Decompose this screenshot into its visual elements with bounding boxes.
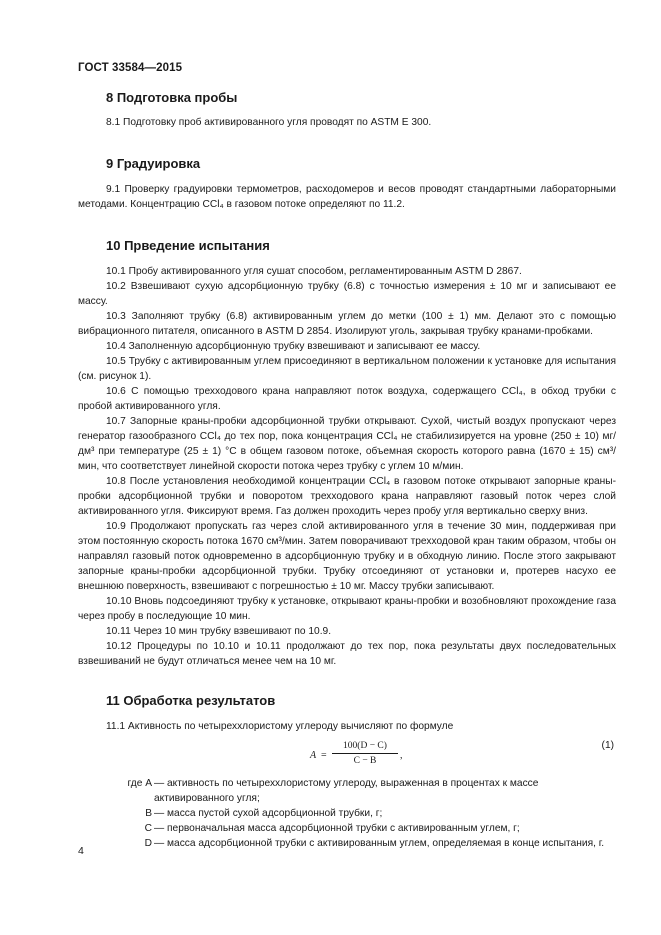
section-title: 9 Градуировка xyxy=(106,156,201,171)
paragraph: 10.9 Продолжают пропускать газ через слой активированного угля в течение 30 мин, поддерживая при этом постоянную скорость потока 1670 см³/мин. Затем поворачивают трехходовой кран таким образом, чтобы он направлял газовый поток одновременно в адсорбционную трубку и в обходную линию. После этого закрывают запорные краны-пробки адсорбционной трубки. Трубку отсоединяют от установки и, протерев насухо ее внешнюю поверхность, взвешивают с погрешностью ± 10 мг. Массу трубки записывают. xyxy=(78,521,616,592)
page-number: 4 xyxy=(78,845,84,857)
paragraph: 10.5 Трубку с активированным углем присоединяют в вертикальном положении к установке для испытания (см. рисунок 1). xyxy=(78,356,616,382)
paragraph: 10.1 Пробу активированного угля сушат способом, регламентированным ASTM D 2867. xyxy=(106,266,522,277)
section-title: 11 Обработка результатов xyxy=(106,693,276,708)
section-11 xyxy=(78,693,616,851)
paragraph: 10.6 С помощью трехходового крана направляют поток воздуха, содержащего CCl₄, в обход трубки с пробой активированного угля. xyxy=(78,386,616,412)
paragraph: 10.8 После установления необходимой концентрации CCl₄ в газовом потоке открывают запорные краны-пробки адсорбционной трубки и поворотом трехходового крана направляют газовый поток через слой активированного угля. Фиксируют время. Газ должен проходить через пробу угля вертикально сверху вниз. xyxy=(78,476,616,517)
section-9 xyxy=(78,156,616,212)
section-title: 10 Прведение испытания xyxy=(106,238,270,253)
section-10 xyxy=(78,238,616,669)
variable-definitions xyxy=(78,776,616,851)
variable-definition: — активность по четыреххлористому углероду, выраженная в процентах к массе активированного угля; xyxy=(154,778,539,804)
page-content xyxy=(78,90,616,851)
paragraph: 10.12 Процедуры по 10.10 и 10.11 продолжают до тех пор, пока результаты двух последовательных взвешиваний не будут отличаться менее чем на 10 мг. xyxy=(78,641,616,667)
variable-symbol: B xyxy=(145,808,152,819)
paragraph: 10.7 Запорные краны-пробки адсорбционной трубки открывают. Сухой, чистый воздух пропускают через генератор газообразного CCl₄ до тех пор, пока концентрация CCl₄ не стабилизируется на уровне (250 ± 10) мг/дм³ при температуре (25 ± 1) °C в общем газовом потоке, объемная скорость которого равна (1670 ± 15) см³/мин, что соответствует линейной скорости потока через трубку с углем 10 м/мин. xyxy=(78,416,616,472)
section-8 xyxy=(78,90,616,130)
formula-equals: = xyxy=(321,750,327,761)
paragraph: 11.1 Активность по четыреххлористому углероду вычисляют по формуле xyxy=(106,721,454,732)
paragraph: 10.11 Через 10 мин трубку взвешивают по 10.9. xyxy=(106,626,332,637)
variable-symbol: C xyxy=(144,823,152,834)
variable-definition: — масса пустой сухой адсорбционной трубки, г; xyxy=(154,808,383,819)
paragraph: 10.10 Вновь подсоединяют трубку к установке, открывают краны-пробки и возобновляют прохождение газа через пробу в последующие 10 мин. xyxy=(78,596,616,622)
formula-row xyxy=(78,738,616,772)
formula-lhs: A xyxy=(310,750,317,761)
variable-definition: — масса адсорбционной трубки с активированным углем, определяемая в конце испытания, г. xyxy=(154,838,605,849)
variable-symbol: где A xyxy=(127,778,152,789)
paragraph: 10.3 Заполняют трубку (6.8) активированным углем до метки (100 ± 1) мм. Делают это с помощью вибрационного питателя, описанного в ASTM D 2854. Изолируют уголь, закрывая трубку кранами-пробками. xyxy=(78,311,616,337)
formula-fraction xyxy=(332,740,398,767)
paragraph: 10.4 Заполненную адсорбционную трубку взвешивают и записывают ее массу. xyxy=(106,341,481,352)
paragraph: 8.1 Подготовку проб активированного угля проводят по ASTM E 300. xyxy=(106,117,432,128)
section-title: 8 Подготовка пробы xyxy=(106,90,238,105)
formula-numerator: 100(D − C) xyxy=(332,740,398,754)
document-header: ГОСТ 33584—2015 xyxy=(78,62,183,74)
variable-definition: — первоначальная масса адсорбционной трубки с активированным углем, г; xyxy=(154,823,520,834)
variable-symbol: D xyxy=(144,838,152,849)
formula-number: (1) xyxy=(601,740,614,751)
formula-comma: , xyxy=(400,750,403,761)
paragraph: 10.2 Взвешивают сухую адсорбционную трубку (6.8) с точностью измерения ± 10 мг и записывают ее массу. xyxy=(78,281,616,307)
paragraph: 9.1 Проверку градуировки термометров, расходомеров и весов проводят стандартными лабораторными методами. Концентрацию CCl₄ в газовом потоке определяют по 11.2. xyxy=(78,184,616,210)
formula-denominator: C − B xyxy=(353,756,377,766)
